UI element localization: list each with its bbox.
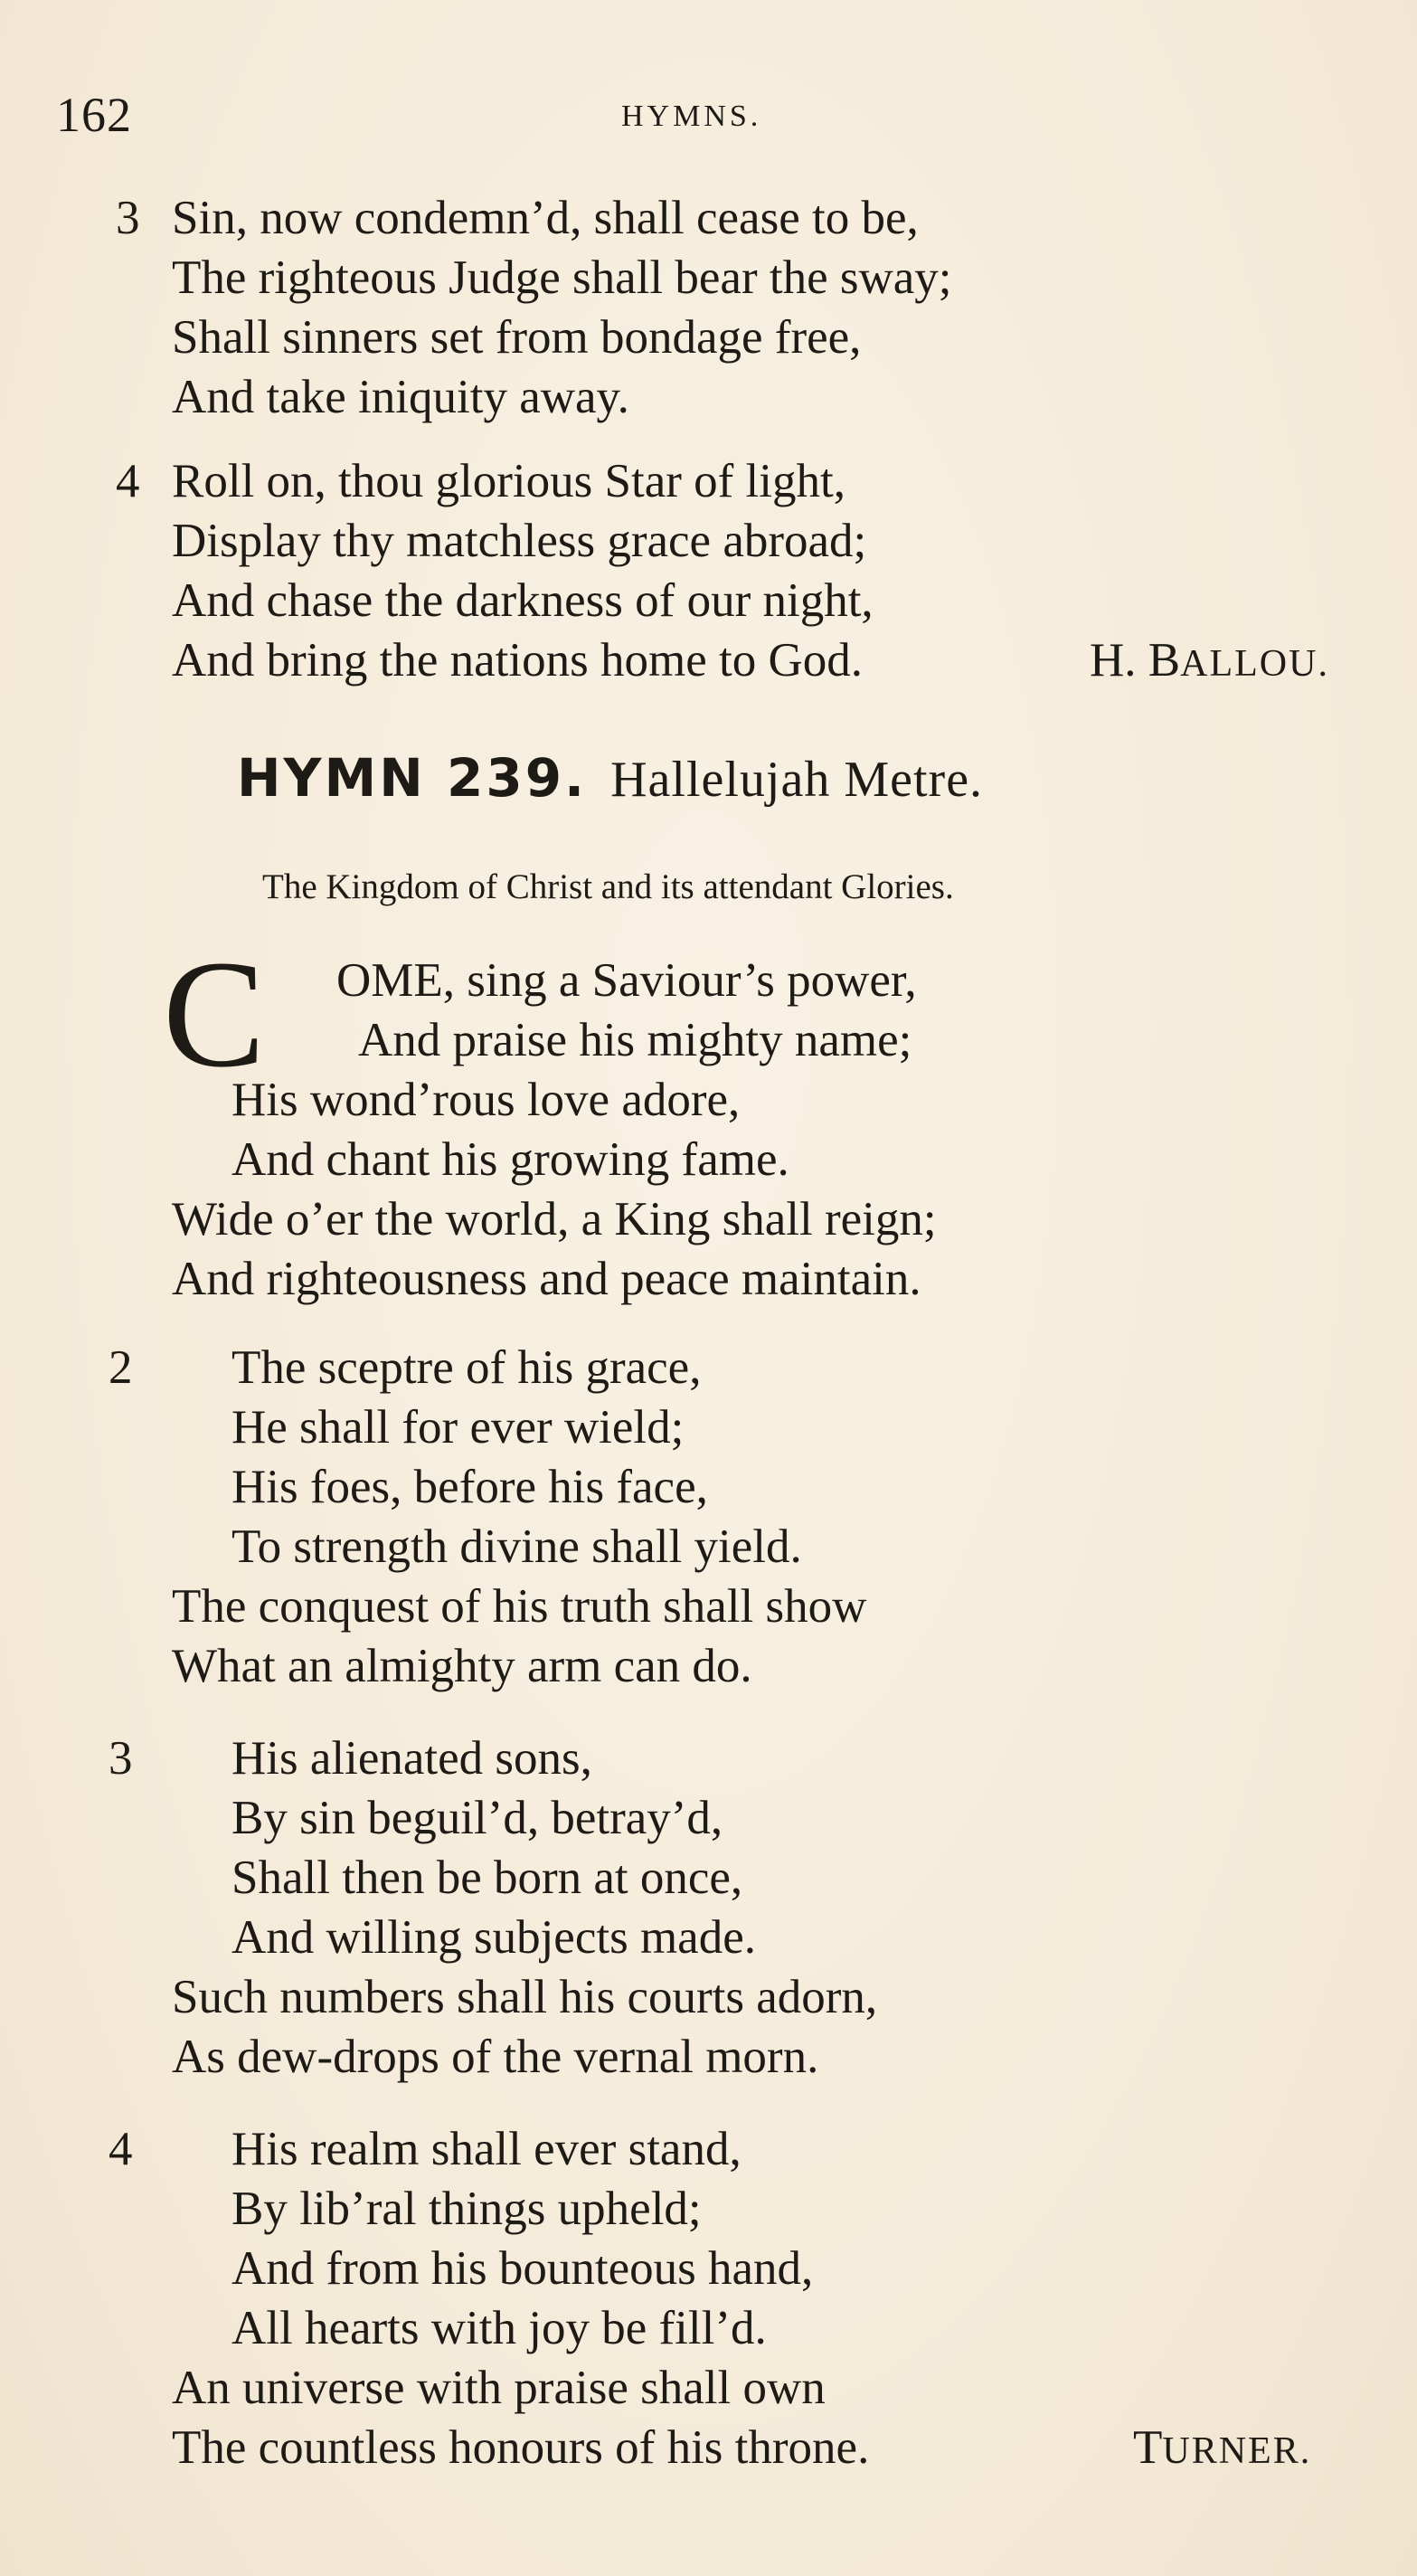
verse-line: Display thy matchless grace abroad; (172, 515, 867, 567)
verse-line: And willing subjects made. (231, 1911, 756, 1964)
author-initial: T (1133, 2421, 1163, 2474)
verse-line: And from his bounteous hand, (231, 2242, 814, 2295)
stanza-number: 3 (109, 1732, 133, 1785)
verse-line: The conquest of his truth shall show (172, 1580, 867, 1633)
verse-line: To strength divine shall yield. (231, 1520, 802, 1573)
page-number: 162 (56, 88, 132, 142)
stanza-number: 4 (109, 2123, 133, 2175)
verse-line: And praise his mighty name; (358, 1014, 912, 1066)
page-header (56, 87, 1358, 141)
verse-line: He shall for ever wield; (231, 1401, 685, 1454)
verse-line: Sin, now condemn’d, shall cease to be, (172, 192, 919, 244)
verse-line: The countless honours of his throne. (172, 2421, 870, 2474)
author-rest: URNER. (1162, 2430, 1312, 2472)
verse-line: What an almighty arm can do. (172, 1640, 752, 1692)
drop-cap: C (163, 929, 266, 1099)
verse-line: OME, sing a Saviour’s power, (336, 954, 917, 1007)
hymn-subtitle: The Kingdom of Christ and its attendant Glories. (262, 867, 954, 906)
author-initial: H. B (1090, 634, 1181, 687)
verse-line: An universe with praise shall own (172, 2362, 826, 2414)
verse-line: And bring the nations home to God. (172, 634, 863, 687)
verse-line: His wond’rous love adore, (231, 1074, 741, 1126)
author-signature (1133, 2421, 1312, 2474)
verse-line: The righteous Judge shall bear the sway; (172, 251, 952, 304)
verse-line: Roll on, thou glorious Star of light, (172, 455, 845, 507)
verse-line: By lib’ral things upheld; (231, 2183, 702, 2235)
verse-line: His alienated sons, (231, 1732, 592, 1785)
verse-line: Such numbers shall his courts adorn, (172, 1971, 878, 2023)
stanza-number: 4 (116, 455, 140, 507)
running-head: HYMNS. (621, 99, 762, 133)
verse-line: Wide o’er the world, a King shall reign; (172, 1193, 937, 1245)
author-rest: ALLOU. (1180, 643, 1329, 685)
verse-line: His foes, before his face, (231, 1461, 708, 1513)
stanza-number: 2 (109, 1341, 133, 1394)
verse-line: Shall sinners set from bondage free, (172, 311, 862, 364)
verse-line: Shall then be born at once, (231, 1852, 743, 1904)
verse-line: And chase the darkness of our night, (172, 574, 874, 627)
verse-line: And take iniquity away. (172, 371, 629, 423)
verse-line: His realm shall ever stand, (231, 2123, 742, 2175)
verse-line: And chant his growing fame. (231, 1133, 789, 1186)
stanza-number: 3 (116, 192, 140, 244)
verse-line: And righteousness and peace maintain. (172, 1253, 921, 1305)
verse-line: The sceptre of his grace, (231, 1341, 702, 1394)
verse-line: All hearts with joy be fill’d. (231, 2302, 767, 2354)
hymn-heading (237, 747, 983, 809)
hymn-metre: Hallelujah Metre. (610, 752, 984, 808)
verse-line: By sin beguil’d, betray’d, (231, 1792, 723, 1844)
verse-line: As dew-drops of the vernal morn. (172, 2031, 819, 2083)
hymn-number: HYMN 239. (237, 747, 588, 809)
author-signature (1090, 634, 1329, 687)
